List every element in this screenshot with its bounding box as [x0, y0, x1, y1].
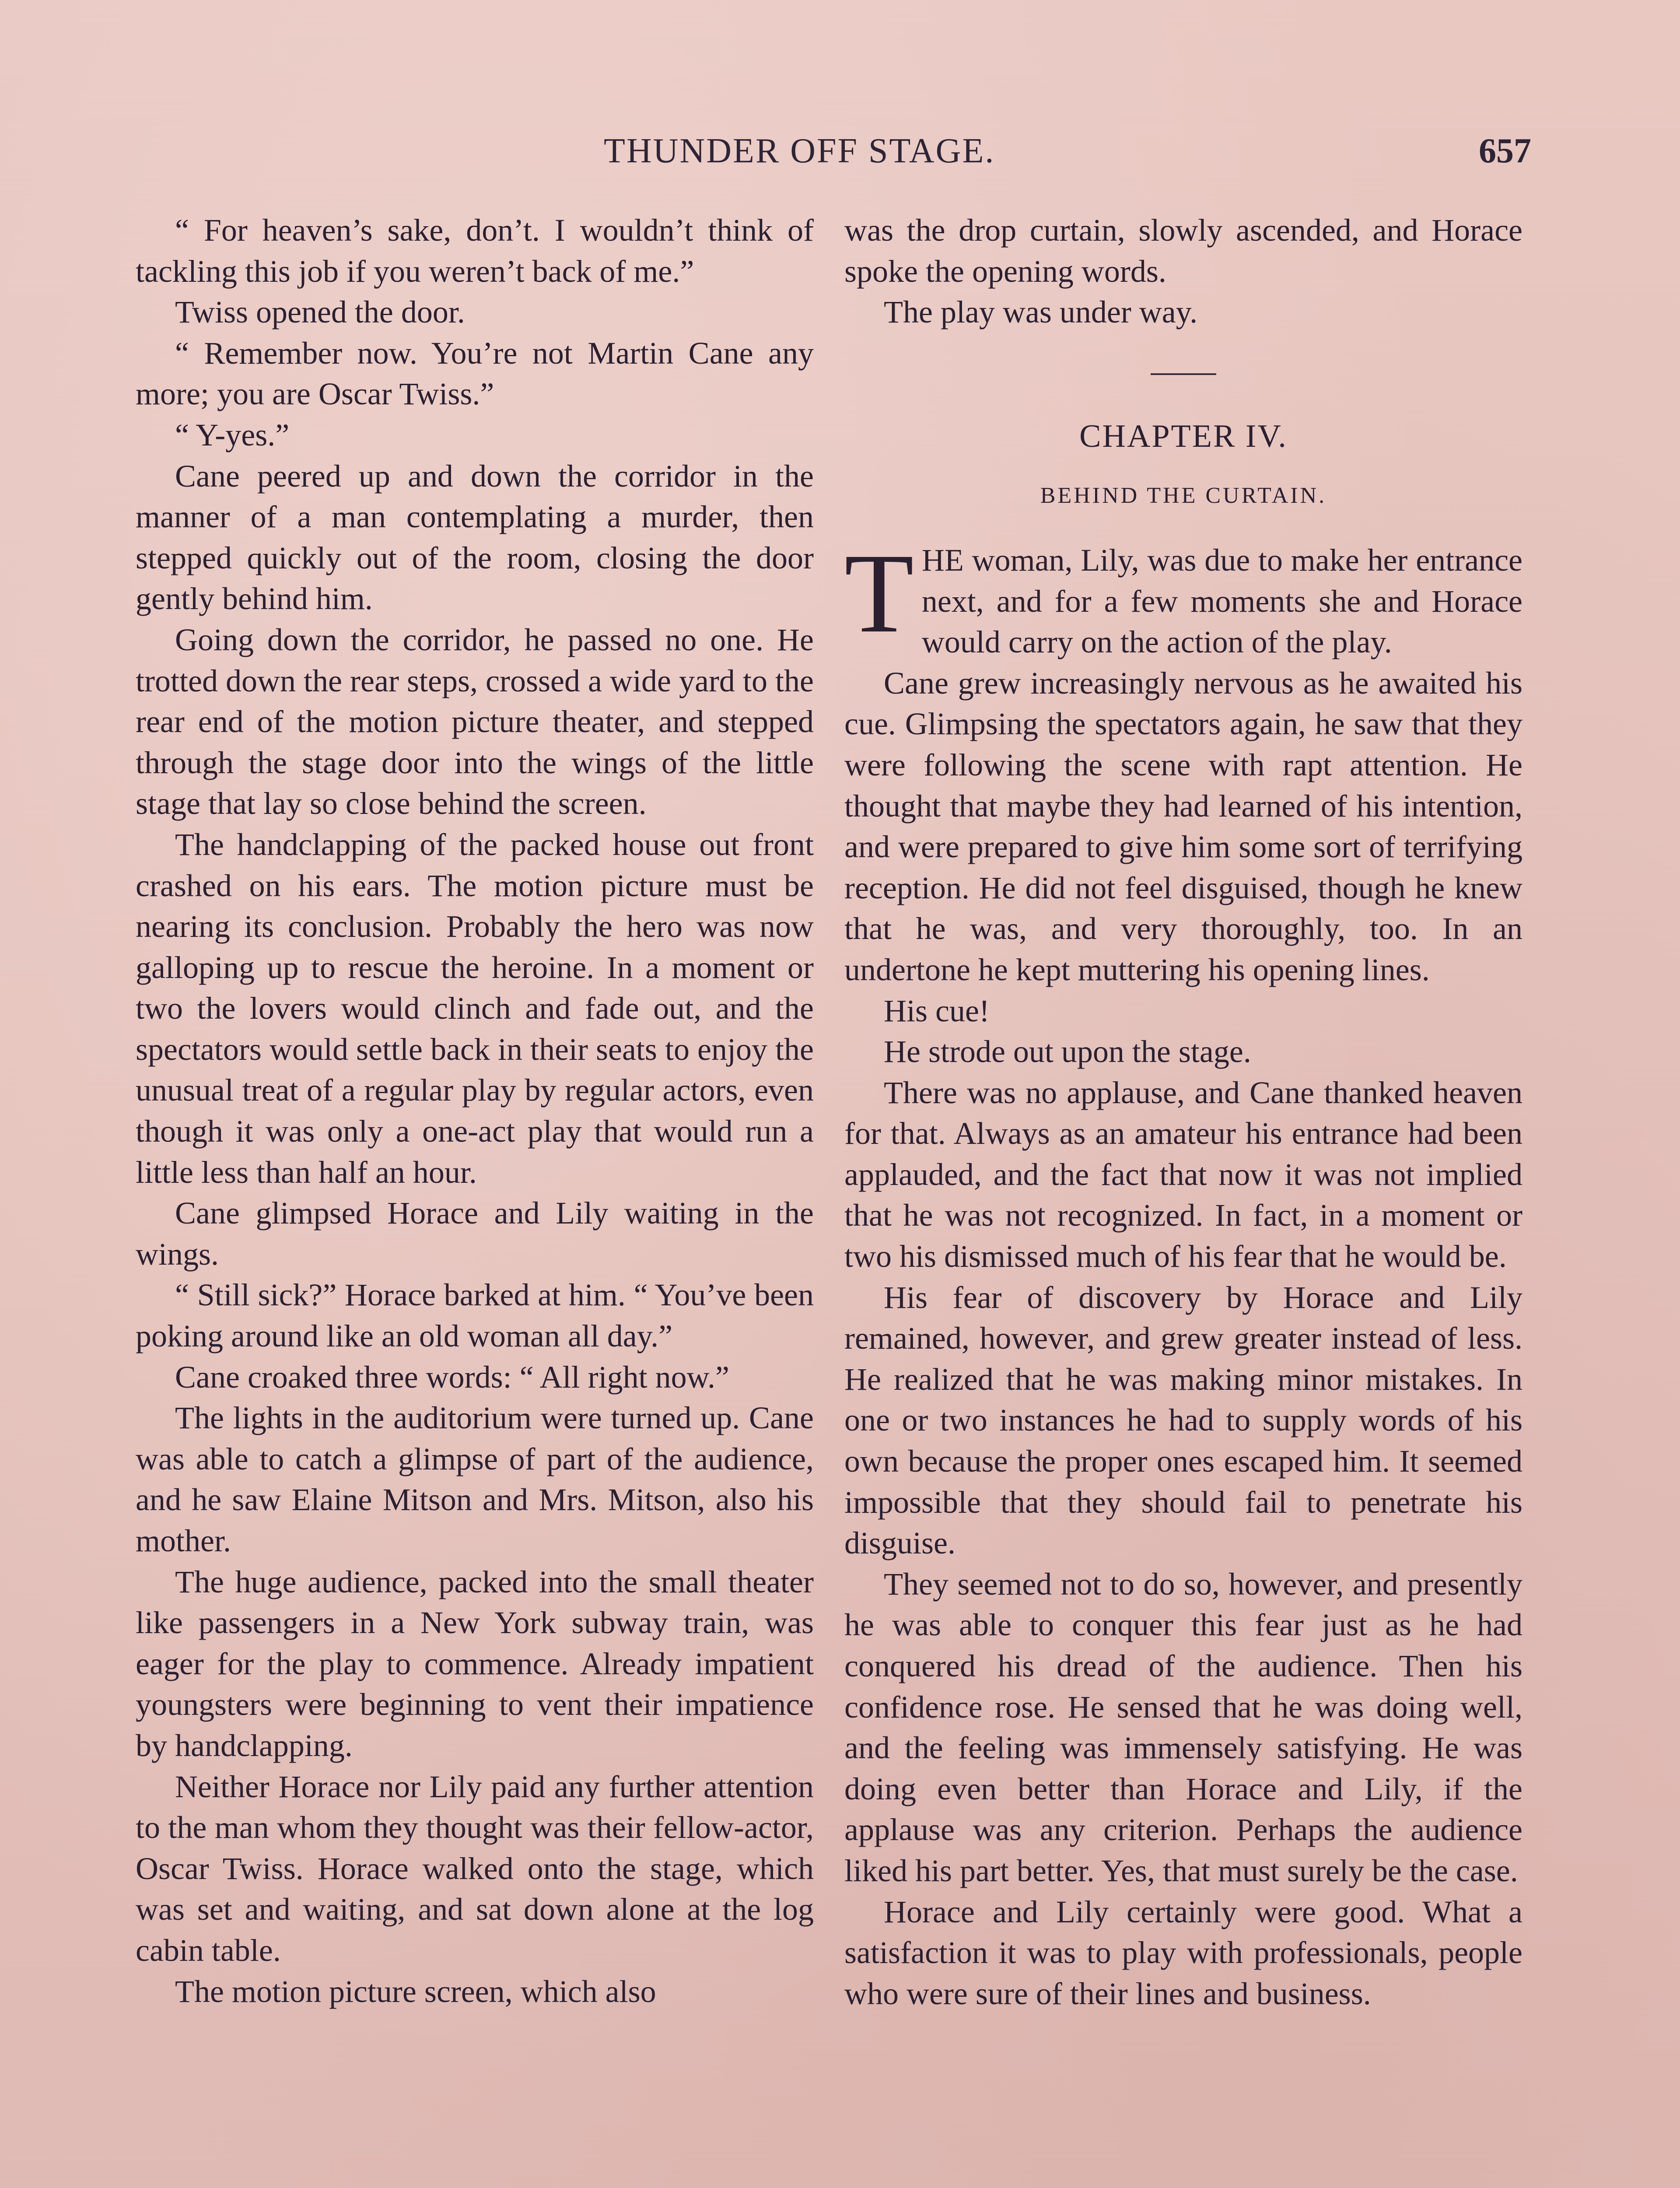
paragraph: His cue! [884, 993, 990, 1028]
paragraph: “ Still sick?” Horace barked at him. “ You’ve been poking around like an old woman all day.” [136, 1277, 814, 1354]
paragraph: Twiss opened the door. [175, 295, 465, 330]
paragraph: The play was under way. [884, 295, 1198, 330]
paragraph: He strode out upon the stage. [884, 1034, 1251, 1069]
paragraph: The huge audience, packed into the small theater like passengers in a New York subway train, was eager for the play to commence. Already impatient youngsters were beginning to vent their impatience by handclapping. [136, 1564, 814, 1763]
paragraph: There was no applause, and Cane thanked heaven for that. Always as an amateur his entrance had been applauded, and the fact that now it was not implied that he was not recognized. In fact, in a moment or two his dismissed much of his fear that he would be. [844, 1075, 1522, 1274]
drop-cap: T [844, 530, 914, 656]
opening-text: HE woman, Lily, was due to make her entrance next, and for a few moments she and Horace would carry on the action of the play. [921, 542, 1522, 660]
paragraph: Cane peered up and down the corridor in the manner of a man contemplating a murder, then stepped quickly out of the room, closing the door gently behind him. [136, 458, 814, 617]
paragraph: The lights in the auditorium were turned up. Cane was able to catch a glimpse of part of the audience, and he saw Elaine Mitson and Mrs. Mitson, also his mother. [136, 1400, 814, 1558]
left-column [136, 210, 814, 2012]
chapter-subtitle: BEHIND THE CURTAIN. [1040, 483, 1327, 508]
paragraph: “ For heaven’s sake, don’t. I wouldn’t think of tackling this job if you weren’t back of me.” [136, 213, 814, 289]
chapter-title: CHAPTER IV. [1079, 418, 1288, 454]
paragraph: Neither Horace nor Lily paid any further attention to the man whom they thought was their fellow-actor, Oscar Twiss. Horace walked onto the stage, which was set and waiting, and sat down alone at the log cabin table. [136, 1769, 814, 1968]
continued-paragraph: was the drop curtain, slowly ascended, and Horace spoke the opening words. [844, 213, 1522, 289]
page-header [0, 131, 1680, 184]
paragraph: Cane croaked three words: “ All right now.” [175, 1359, 729, 1395]
paragraph: Horace and Lily certainly were good. What a satisfaction it was to play with professionals, people who were sure of their lines and business. [844, 1894, 1522, 2011]
page-number: 657 [1479, 132, 1531, 170]
paragraph: Cane glimpsed Horace and Lily waiting in the wings. [136, 1196, 814, 1272]
paragraph: Going down the corridor, he passed no one. He trotted down the rear steps, crossed a wide yard to the rear end of the motion picture theater, and stepped through the stage door into the wings of the little stage that lay so close behind the screen. [136, 622, 814, 821]
paragraph: They seemed not to do so, however, and presently he was able to conquer this fear just as he had conquered his dread of the audience. Then his confidence rose. He sensed that he was doing well, and the feeling was immensely satisfying. He was doing even better than Horace and Lily, if the applause was any criterion. Perhaps the audience liked his part better. Yes, that must surely be the case. [844, 1566, 1522, 1888]
running-title: THUNDER OFF STAGE. [604, 132, 995, 170]
section-divider [1151, 373, 1216, 375]
paragraph: The handclapping of the packed house out front crashed on his ears. The motion picture must be nearing its conclusion. Probably the hero was now galloping up to rescue the heroine. In a moment or two the lovers would clinch and fade out, and the spectators would settle back in their seats to enjoy the unusual treat of a regular play by regular actors, even though it was only a one-act play that would run a little less than half an hour. [136, 827, 814, 1190]
right-column [844, 210, 1522, 2014]
paragraph: His fear of discovery by Horace and Lily remained, however, and grew greater instead of less. He realized that he was making minor mistakes. In one or two instances he had to supply words of his own because the proper ones escaped him. It seemed impossible that they should fail to penetrate his disguise. [844, 1280, 1522, 1561]
paragraph: “ Remember now. You’re not Martin Cane any more; you are Oscar Twiss.” [136, 335, 814, 412]
paragraph: “ Y-yes.” [175, 417, 290, 452]
paragraph: Cane grew increasingly nervous as he awaited his cue. Glimpsing the spectators again, he saw that they were following the scene with rapt attention. He thought that maybe they had learned of his intention, and were prepared to give him some sort of terrifying reception. He did not feel disguised, though he knew that he was, and very thoroughly, too. In an undertone he kept muttering his opening lines. [844, 665, 1522, 987]
opening-paragraph [844, 530, 1522, 663]
paragraph: The motion picture screen, which also [175, 1974, 656, 2009]
